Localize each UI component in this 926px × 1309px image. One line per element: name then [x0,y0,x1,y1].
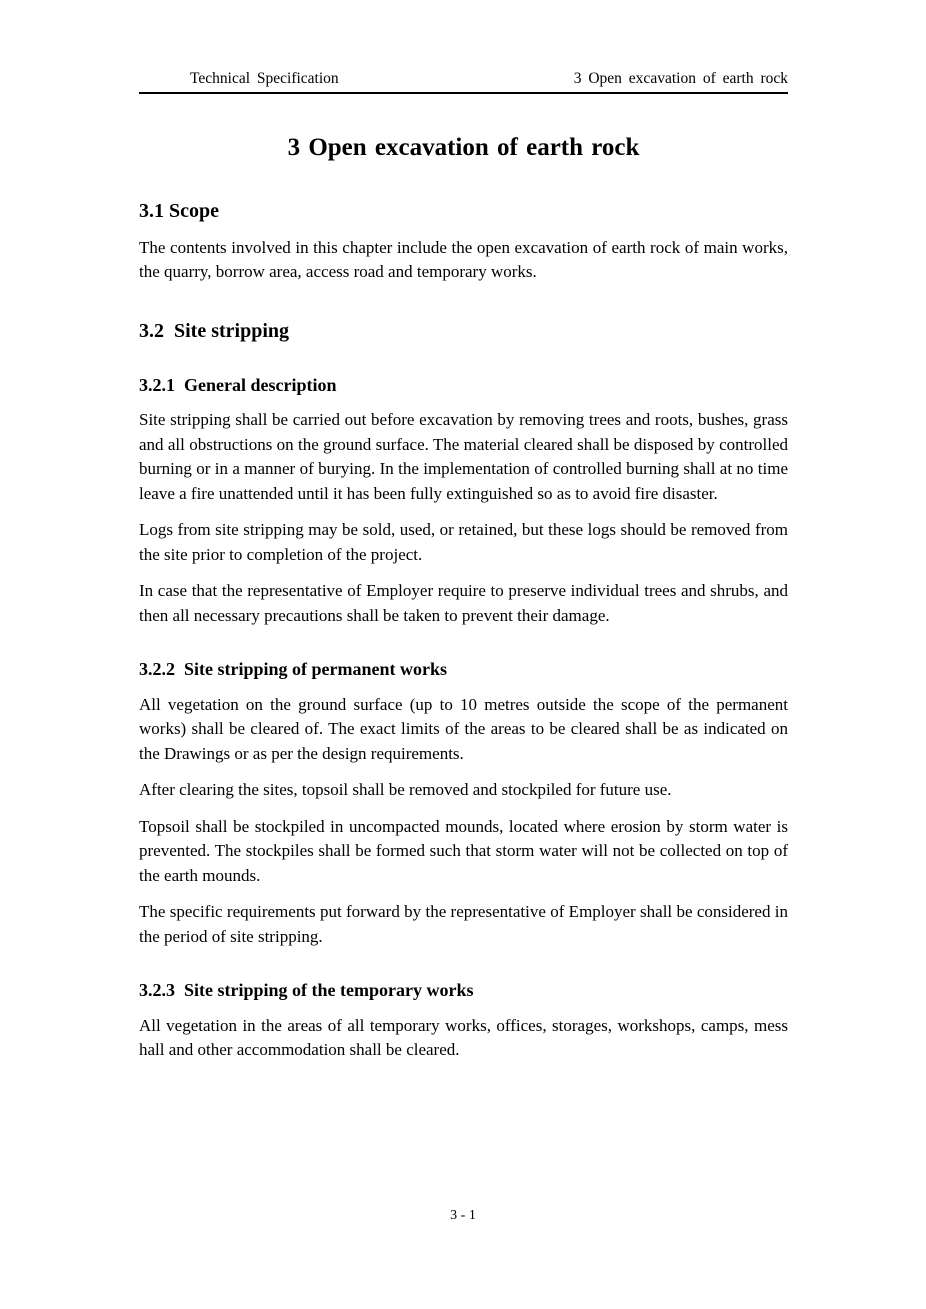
header-left-text: Technical Specification [190,70,339,87]
page-number: 3 - 1 [450,1208,476,1223]
chapter-title: 3 Open excavation of earth rock [287,134,640,161]
subsection-heading-3-2-1: 3.2.1 General description [139,374,337,395]
paragraph: The contents involved in this chapter include the open excavation of earth rock of main works, the quarry, borrow area, access road and temporary works. [139,237,788,281]
subsection-heading-3-2-2: 3.2.2 Site stripping of permanent works [139,659,448,679]
subsection-heading-3-2-3: 3.2.3 Site stripping of the temporary works [139,980,474,1000]
section-heading-3-2: 3.2 Site stripping [139,319,290,342]
paragraph: Site stripping shall be carried out before excavation by removing trees and roots, bushes, grass and all obstructions on the ground surface. The material cleared shall be disposed by controlled burning or in a manner of burying. In the implementation of controlled burning shall at no time leave a fire unattended until it has been fully extinguished so as to avoid fire disaster. [139,410,788,503]
paragraph: All vegetation on the ground surface (up to 10 metres outside the scope of the permanent works) shall be cleared of. The exact limits of the areas to be cleared shall be as indicated on the Drawings or as per the design requirements. [139,694,788,763]
header-right-text: 3 Open excavation of earth rock [573,70,788,87]
section-heading-3-1: 3.1 Scope [139,199,219,222]
paragraph: Logs from site stripping may be sold, used, or retained, but these logs should be removed from the site prior to completion of the project. [139,520,788,564]
page-header [139,70,788,94]
paragraph: In case that the representative of Employer require to preserve individual trees and shrubs, and then all necessary precautions shall be taken to prevent their damage. [139,581,788,625]
paragraph: Topsoil shall be stockpiled in uncompacted mounds, located where erosion by storm water is prevented. The stockpiles shall be formed such that storm water will not be collected on top of the earth mounds. [139,816,788,885]
paragraph: After clearing the sites, topsoil shall be removed and stockpiled for future use. [139,780,672,799]
paragraph: All vegetation in the areas of all temporary works, offices, storages, workshops, camps, mess hall and other accommodation shall be cleared. [139,1015,788,1059]
paragraph: The specific requirements put forward by the representative of Employer shall be considered in the period of site stripping. [139,902,788,946]
